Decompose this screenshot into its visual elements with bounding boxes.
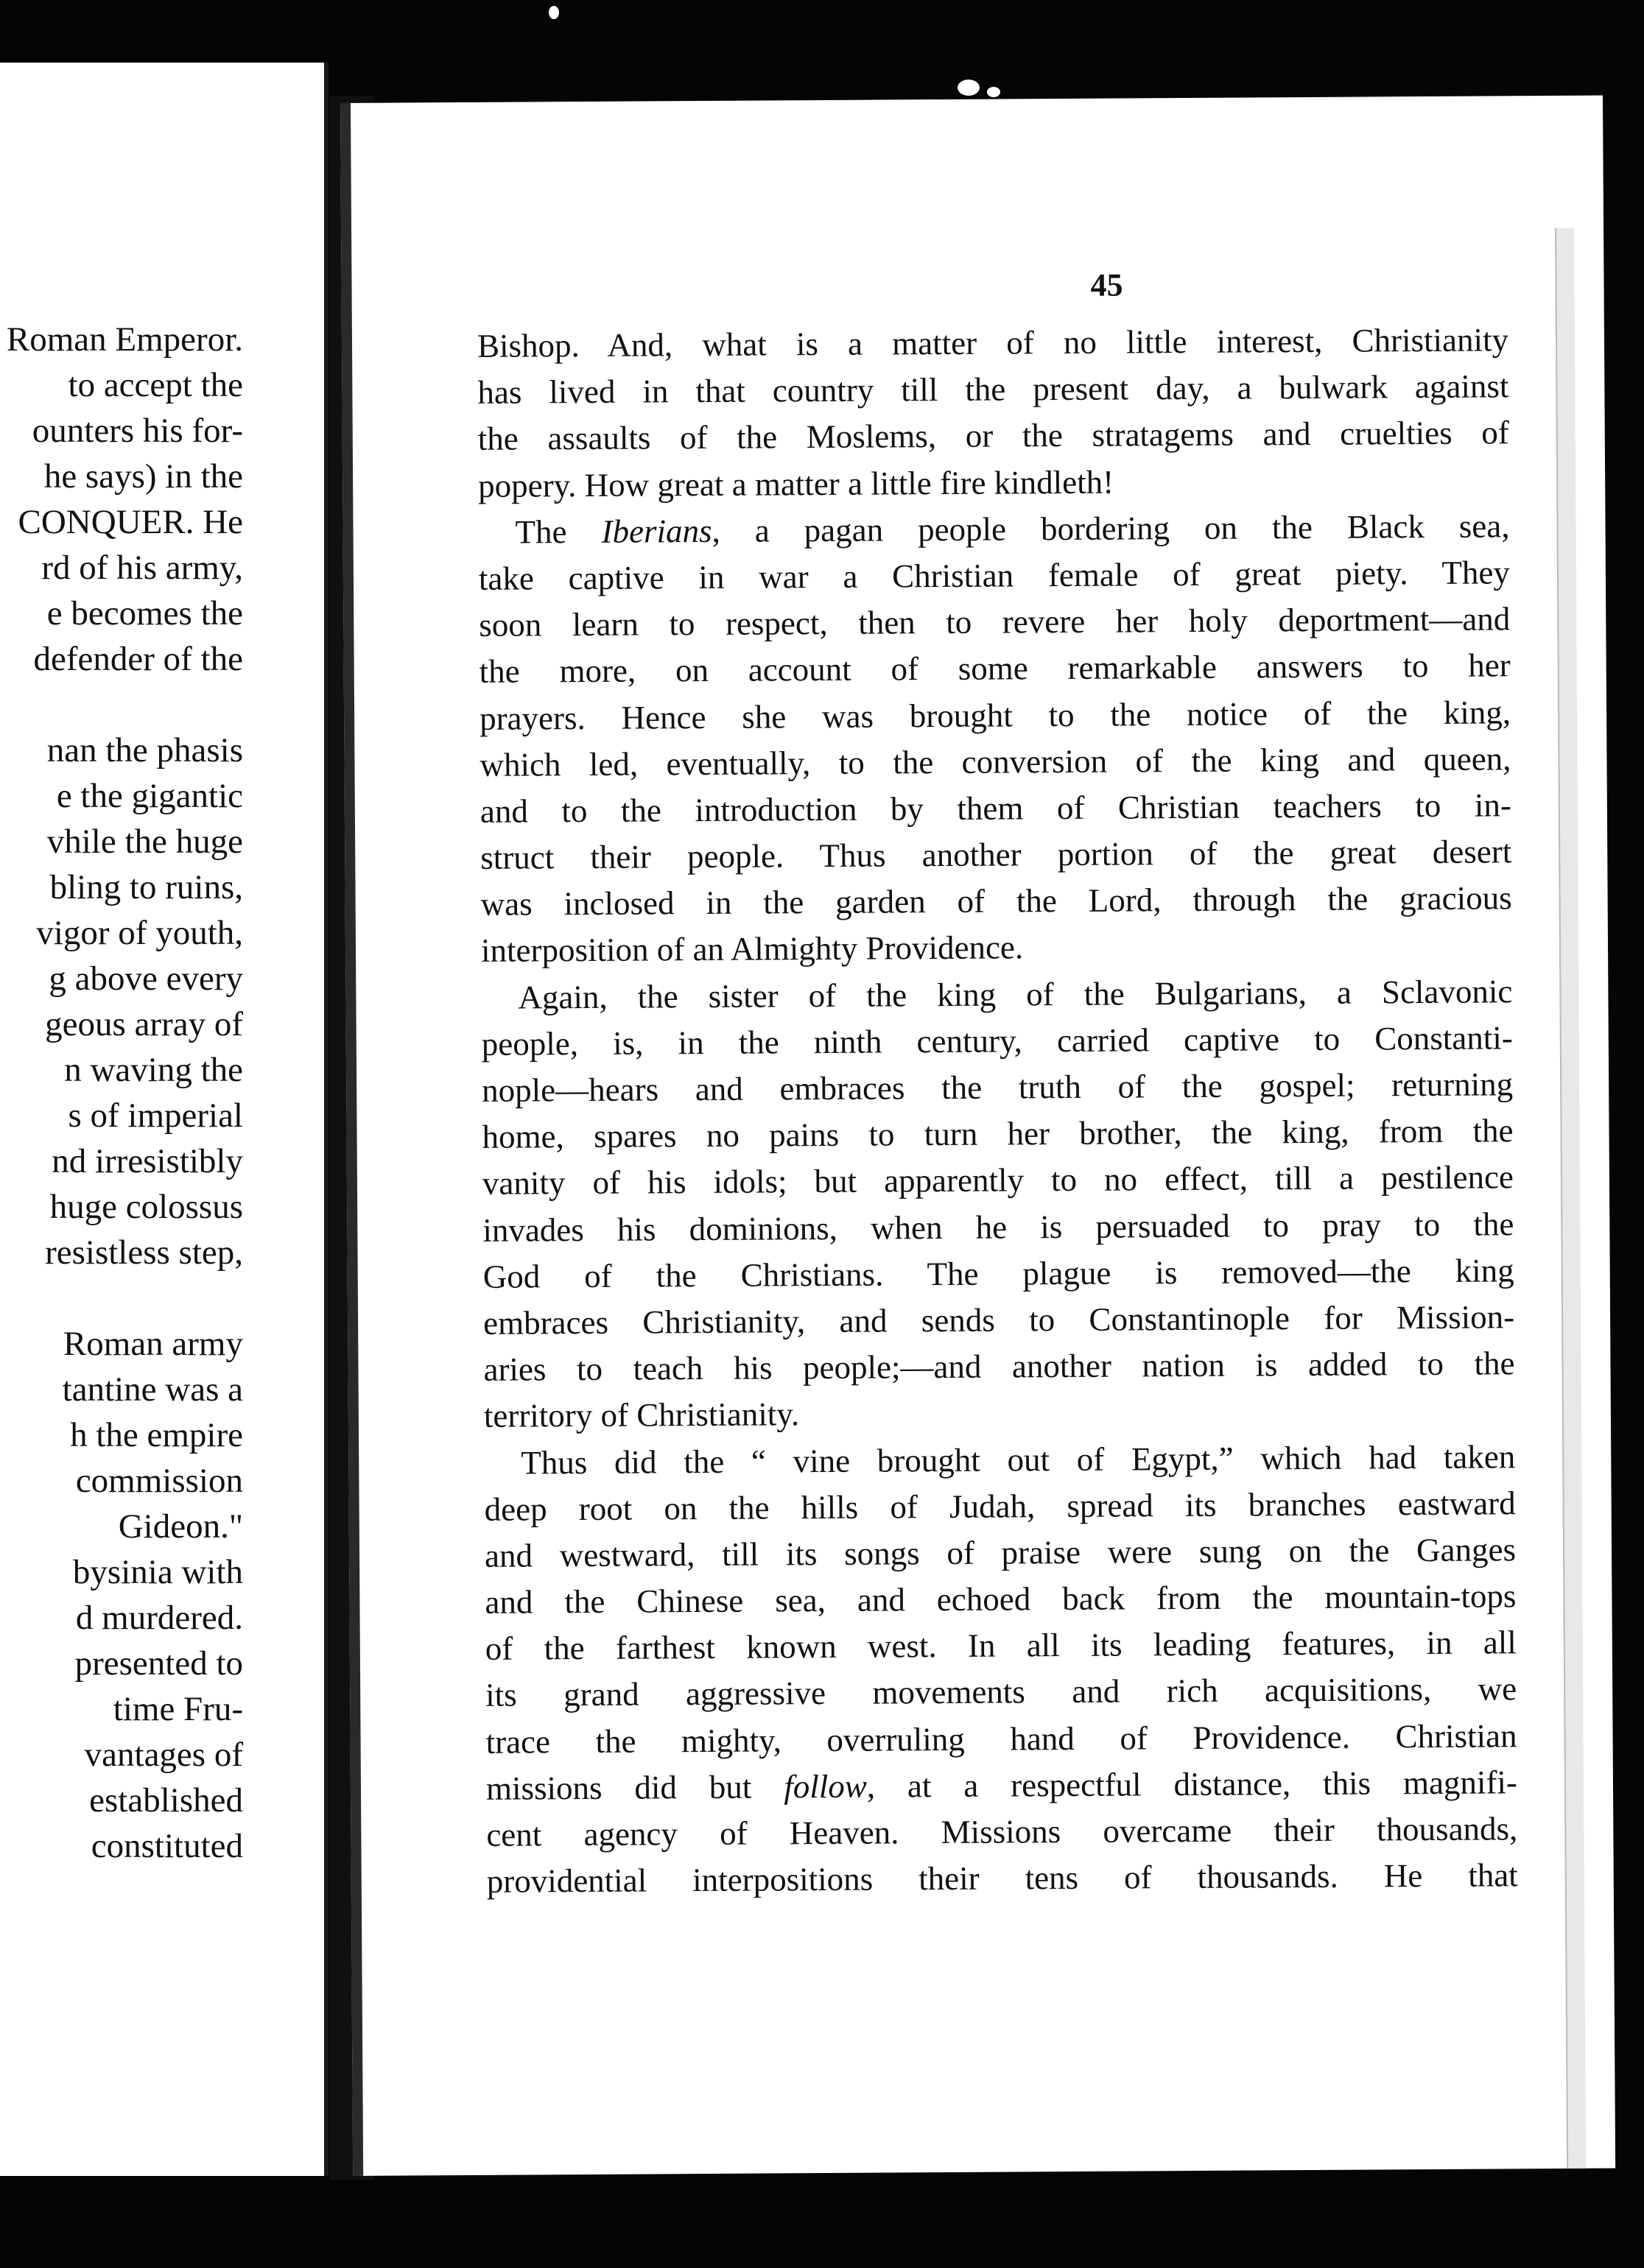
left-page-line: tantine was a [62,1370,243,1409]
left-page-line: huge colossus [49,1188,243,1226]
left-page-line: nan the phasis [46,731,243,770]
left-page-line: n waving the [64,1051,243,1089]
text-line: vanity of his idols; but apparently to no effect, till a pestilence [482,1158,1514,1202]
text-line: God of the Christians. The plague is removed—the king [482,1252,1514,1295]
left-page-line: time Fru- [113,1690,243,1728]
left-page-line: CONQUER. He [18,503,243,541]
left-page-line: vantages of [84,1736,243,1774]
left-page-line: vigor of youth, [36,914,243,952]
left-page-line: ounters his for- [32,412,243,450]
text-line: the assaults of the Moslems, or the stratagems and cruelties of [477,414,1509,458]
left-page-line: rd of his army, [41,549,243,587]
left-page-line: g above every [49,959,243,998]
left-page-line: bysinia with [72,1553,243,1591]
text-line: aries to teach his people;—and another nation is added to the [483,1345,1515,1388]
left-page-line: he says) in the [43,457,243,496]
text-line: deep root on the hills of Judah, spread its branches eastward [484,1484,1516,1528]
left-page-line: vhile the huge [46,823,243,861]
text-line: soon learn to respect, then to revere her holy deportment—and [479,600,1511,644]
scan-speck [958,80,980,96]
body-text [477,317,1518,1905]
left-page [0,63,329,2176]
text-line: Thus did the “ vine brought out of Egypt,” which had taken [521,1437,1516,1482]
left-page-line: defender of the [33,640,243,678]
text-line: Again, the sister of the king of the Bulgarians, a Sclavonic [518,972,1513,1016]
text-line: providential interpositions their tens of thousands. He that [486,1856,1518,1901]
left-page-line: resistless step, [45,1233,243,1272]
left-page-line: commission [75,1462,243,1500]
text-line: take captive in war a Christian female of great piety. They [478,554,1511,597]
text-line: and to the introduction by them of Christian teachers to in- [480,786,1512,830]
left-page-line: h the empire [70,1416,243,1454]
text-line: struct their people. Thus another portion of the great desert [480,833,1512,876]
text-line: prayers. Hence she was brought to the notice of the king, [479,693,1511,737]
left-page-line: to accept the [68,366,243,404]
text-line: nople—hears and embraces the truth of the gospel; returning [482,1066,1514,1109]
left-page-line: Roman Emperor. [6,320,243,359]
scan-speck [549,6,559,19]
page-number: 45 [1090,267,1123,303]
left-page-line: geous array of [45,1005,243,1043]
left-page-line: Roman army [63,1325,243,1363]
text-line: home, spares no pains to turn her brother, the king, from the [482,1112,1514,1156]
left-page-line: e the gigantic [56,777,243,815]
right-page [340,96,1615,2176]
text-line: trace the mighty, overruling hand of Providence. Christian [485,1716,1517,1761]
text-line: which led, eventually, to the conversion of the king and queen, [480,739,1511,783]
text-line: cent agency of Heaven. Missions overcame their thousands, [486,1810,1518,1853]
text-line: of the farthest known west. In all its leading features, in all [485,1624,1517,1668]
scan-speck [987,87,1000,97]
text-line: people, is, in the ninth century, carried captive to Constanti- [481,1019,1513,1063]
text-line: Bishop. And, what is a matter of no little interest, Christianity [477,321,1509,364]
left-page-line: presented to [74,1644,243,1683]
text-line: and westward, till its songs of praise were sung on the Ganges [484,1531,1517,1574]
left-page-line: nd irresistibly [52,1142,243,1180]
text-line: and the Chinese sea, and echoed back from the mountain-tops [485,1577,1517,1621]
text-line: territory of Christianity. [483,1395,800,1435]
text-line: the more, on account of some remarkable answers to her [479,647,1511,691]
text-line: interposition of an Almighty Providence. [480,929,1024,970]
page-edge [1555,228,1587,2176]
text-line: its grand aggressive movements and rich acquisitions, we [485,1670,1517,1714]
left-page-line: s of imperial [68,1096,243,1135]
text-line: missions did but follow, at a respectful distance, this magnifi- [485,1764,1518,1807]
text-line: popery. How great a matter a little fire kindleth! [478,463,1114,504]
text-line: was inclosed in the garden of the Lord, through the gracious [480,879,1512,923]
text-line: invades his dominions, when he is persuaded to pray to the [482,1205,1514,1249]
text-line: has lived in that country till the present day, a bulwark against [477,367,1509,412]
text-line: embraces Christianity, and sends to Constantinople for Mission- [482,1298,1515,1342]
left-page-line: constituted [91,1827,243,1865]
left-page-line: Gideon." [118,1507,243,1546]
left-page-line: established [89,1781,243,1820]
left-page-line: bling to ruins, [49,868,243,906]
left-page-line: e becomes the [46,594,243,633]
left-page-line: d murdered. [75,1599,243,1637]
text-line: The Iberians, a pagan people bordering on the Black sea, [515,507,1510,551]
